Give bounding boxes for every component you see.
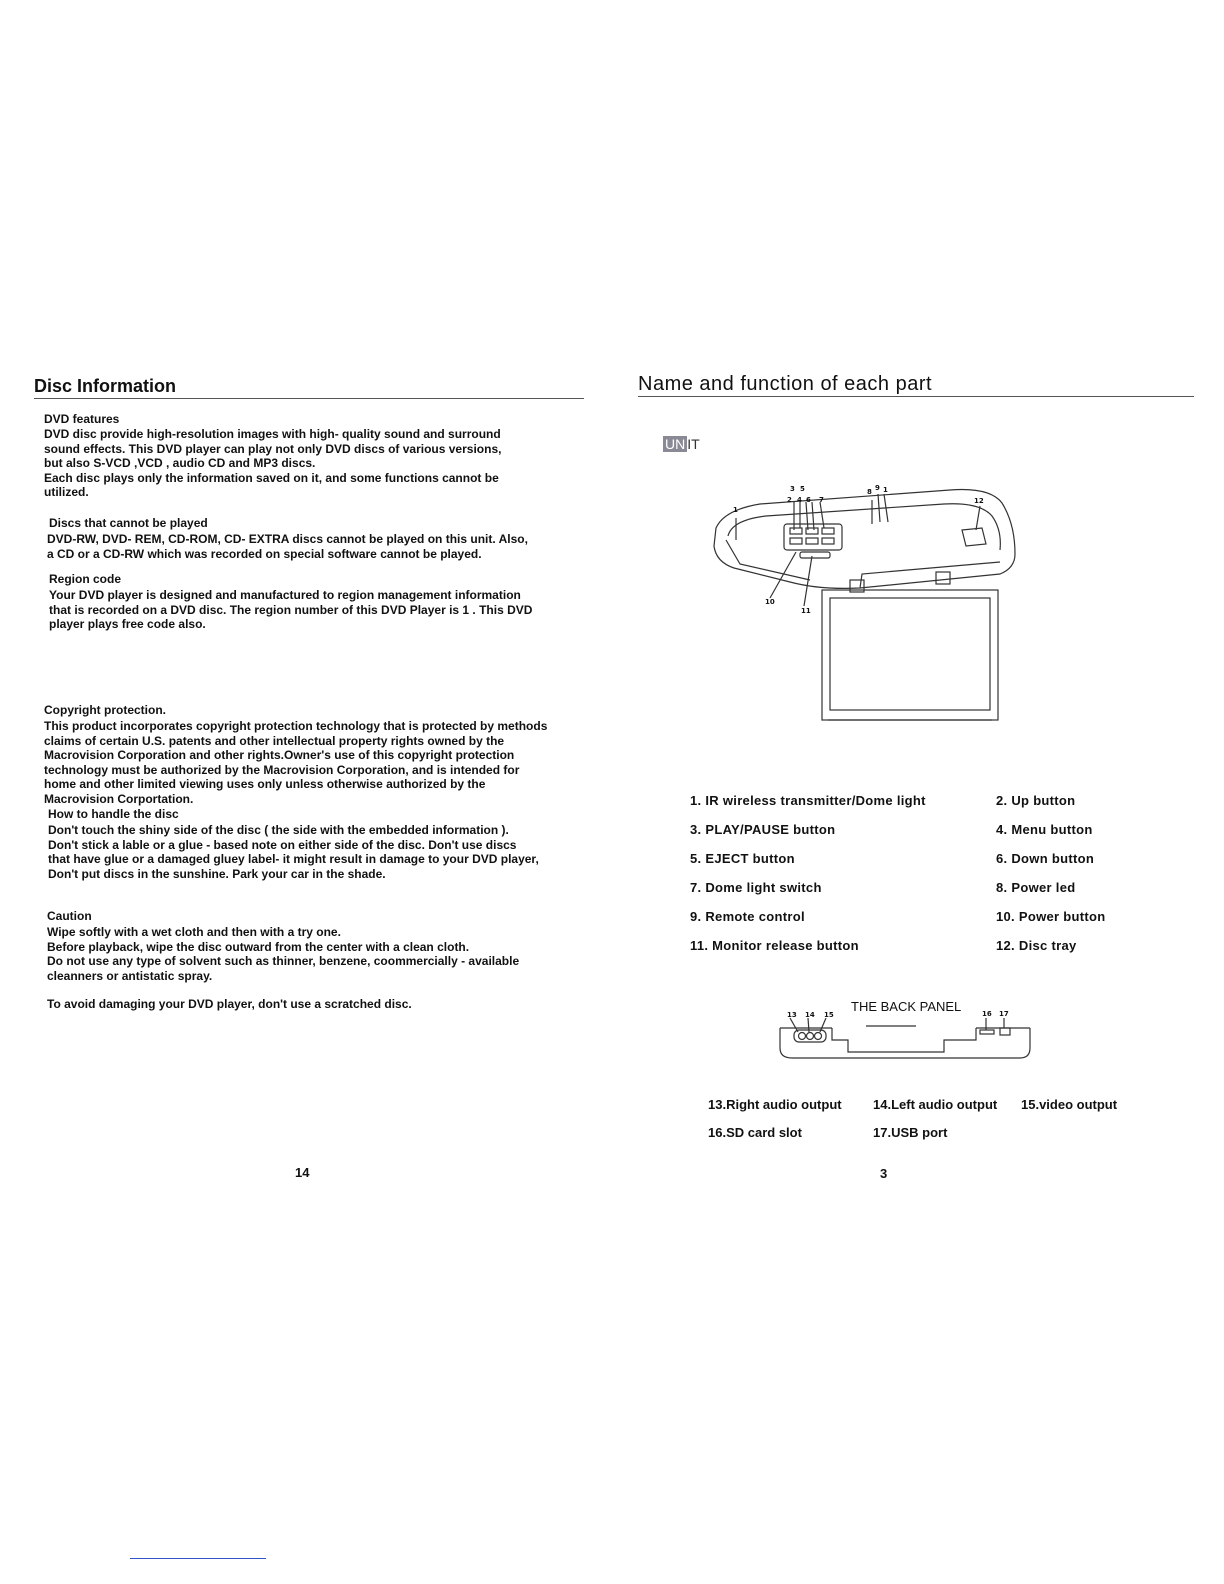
part-1: 1. IR wireless transmitter/Dome light	[690, 793, 926, 808]
back-item-13: 13.Right audio output	[708, 1097, 842, 1112]
left-title-rule	[34, 398, 584, 399]
callout-8: 8	[867, 488, 872, 496]
back-item-14: 14.Left audio output	[873, 1097, 998, 1112]
callout-10: 10	[765, 598, 775, 606]
callout-5: 5	[800, 485, 805, 493]
text-line: technology must be authorized by the Macrovision Corporation, and is intended for	[44, 762, 520, 777]
text-line: Your DVD player is designed and manufactured to region management information	[49, 588, 521, 602]
text-line: Macrovision Corporation and other rights.Owner's use of this copyright protection	[44, 748, 515, 762]
callout-3: 3	[790, 485, 795, 493]
text-line: but also S-VCD ,VCD , audio CD and MP3 discs.	[44, 456, 316, 470]
text-line: Don't put discs in the sunshine. Park your car in the shade.	[48, 866, 386, 881]
back-item-16: 16.SD card slot	[708, 1125, 802, 1140]
back-item-15: 15.video output	[1021, 1097, 1118, 1112]
text-line: a CD or a CD-RW which was recorded on special software cannot be played.	[47, 546, 482, 561]
text-line: This product incorporates copyright protection technology that is protected by methods	[44, 719, 548, 733]
part-12: 12. Disc tray	[996, 938, 1077, 953]
discs-cannot-play-text	[47, 532, 528, 561]
right-page-title: Name and function of each part	[638, 373, 933, 395]
callout-11: 11	[801, 607, 811, 615]
part-6: 6. Down button	[996, 851, 1095, 866]
text-line: Don't stick a lable or a glue - based note on either side of the disc. Don't use discs	[48, 837, 517, 852]
handle-disc-heading: How to handle the disc	[48, 807, 179, 821]
text-line: Macrovision Corportation.	[44, 791, 194, 806]
right-page-number: 3	[880, 1166, 888, 1181]
text-line: that have glue or a damaged gluey label- it might result in damage to your DVD player,	[48, 852, 539, 866]
region-code-heading: Region code	[49, 572, 122, 586]
back-panel-title: THE BACK PANEL	[851, 999, 962, 1014]
discs-cannot-play-heading: Discs that cannot be played	[49, 516, 208, 530]
left-page-title: Disc Information	[34, 376, 177, 396]
callout-14: 14	[805, 1011, 815, 1019]
back-item-17: 17.USB port	[873, 1125, 948, 1140]
part-8: 8. Power led	[996, 880, 1076, 895]
callout-1: 1	[733, 506, 738, 514]
text-line: Don't touch the shiny side of the disc ( the side with the embedded information ).	[48, 823, 509, 837]
caution-heading: Caution	[47, 909, 92, 923]
text-line: utilized.	[44, 485, 89, 499]
bottom-divider	[130, 1558, 266, 1559]
unit-label	[663, 436, 700, 454]
callout-9b: 1	[883, 486, 888, 494]
text-line: player plays free code also.	[49, 617, 206, 631]
callout-13: 13	[787, 1011, 797, 1019]
caution-text	[47, 925, 519, 983]
text-line: Do not use any type of solvent such as thinner, benzene, coommercially - available	[47, 954, 520, 968]
text-line: claims of certain U.S. patents and other intellectual property rights owned by the	[44, 733, 505, 748]
text-line: Wipe softly with a wet cloth and then with a try one.	[47, 925, 341, 939]
part-4: 4. Menu button	[996, 822, 1093, 837]
unit-label-rest: IT	[687, 436, 700, 452]
copyright-text	[44, 719, 547, 806]
callout-17: 17	[999, 1010, 1009, 1018]
region-code-text	[49, 588, 532, 632]
part-7: 7. Dome light switch	[690, 880, 822, 895]
callout-7: 7	[819, 496, 824, 504]
text-line: DVD disc provide high-resolution images with high- quality sound and surround	[44, 427, 501, 441]
unit-diagram	[700, 478, 1030, 746]
part-9: 9. Remote control	[690, 909, 805, 924]
callout-2: 2	[787, 496, 792, 504]
dvd-features-heading: DVD features	[44, 412, 120, 426]
text-line: Before playback, wipe the disc outward from the center with a clean cloth.	[47, 939, 470, 954]
handle-disc-text	[48, 823, 539, 881]
part-11: 11. Monitor release button	[690, 938, 859, 953]
part-5: 5. EJECT button	[690, 851, 795, 866]
text-line: that is recorded on a DVD disc. The region number of this DVD Player is 1 . This DVD	[49, 602, 533, 617]
copyright-heading: Copyright protection.	[44, 703, 166, 717]
text-line: DVD-RW, DVD- REM, CD-ROM, CD- EXTRA discs cannot be played on this unit. Also,	[47, 532, 528, 546]
back-panel-diagram	[776, 1018, 1036, 1062]
callout-6: 6	[806, 496, 811, 504]
callout-15: 15	[824, 1011, 834, 1019]
dvd-features-text	[44, 427, 501, 500]
left-page-number: 14	[295, 1165, 310, 1180]
unit-label-highlight: UN	[665, 436, 686, 452]
text-line: sound effects. This DVD player can play not only DVD discs of various versions,	[44, 441, 502, 456]
callout-12: 12	[974, 497, 984, 505]
text-line: cleanners or antistatic spray.	[47, 968, 213, 983]
text-line: Each disc plays only the information saved on it, and some functions cannot be	[44, 470, 499, 485]
part-3: 3. PLAY/PAUSE button	[690, 822, 836, 837]
right-title-rule	[638, 396, 1194, 397]
callout-4: 4	[797, 496, 802, 504]
callout-16: 16	[982, 1010, 992, 1018]
part-10: 10. Power button	[996, 909, 1106, 924]
part-2: 2. Up button	[996, 793, 1076, 808]
avoid-note: To avoid damaging your DVD player, don't use a scratched disc.	[47, 997, 412, 1011]
text-line: home and other limited viewing uses only unless otherwise authorized by the	[44, 777, 486, 791]
callout-9: 9	[875, 484, 880, 492]
